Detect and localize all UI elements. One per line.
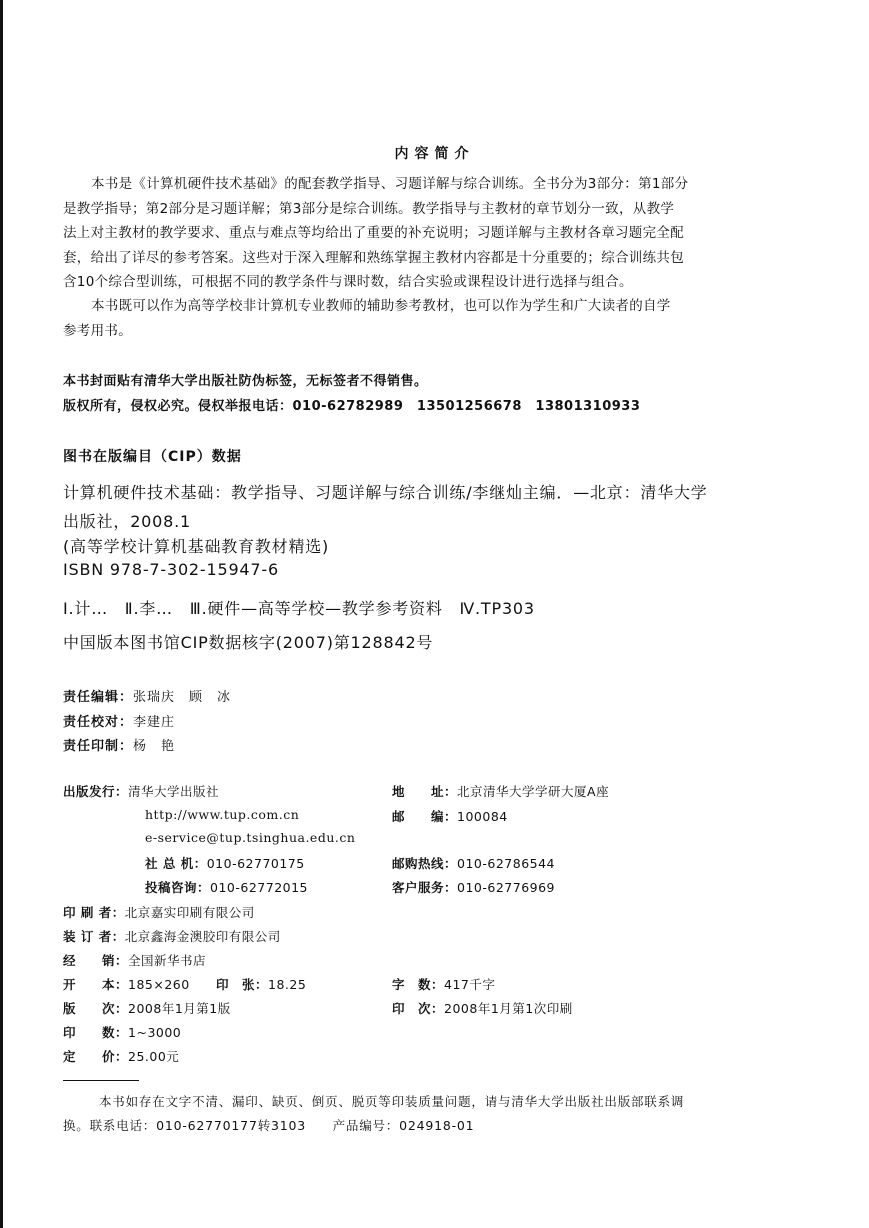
cip-line: 计算机硬件技术基础：教学指导、习题详解与综合训练/李继灿主编．—北京：清华大学 (63, 483, 708, 502)
footer-divider (63, 1080, 139, 1081)
cip-line: 出版社，2008.1 (63, 512, 191, 531)
anticounterfeit-notice: 本书封面贴有清华大学出版社防伪标签，无标签者不得销售。 (63, 374, 428, 389)
sheets-row (216, 975, 306, 993)
customer-service-label: 客户服务： (392, 880, 458, 895)
switchboard-label: 社 总 机： (145, 856, 207, 871)
customer-service-value: 010-62776969 (457, 880, 556, 895)
postcode-value: 100084 (457, 809, 508, 824)
cip-classification: Ⅰ.计… Ⅱ.李… Ⅲ.硬件—高等学校—教学参考资料 Ⅳ.TP303 (63, 599, 535, 618)
responsibility-value: 张瑞庆 顾 冰 (133, 690, 232, 705)
word-count-value: 417千字 (444, 977, 496, 992)
edition-label: 版 次： (63, 1001, 129, 1016)
address-label: 地 址： (392, 784, 458, 799)
responsibility-value: 李建庄 (133, 715, 176, 730)
edition-value: 2008年1月第1版 (128, 1001, 231, 1016)
printer-value: 北京嘉实印刷有限公司 (124, 905, 255, 920)
copyright-notice: 版权所有，侵权必究。侵权举报电话：010-62782989 13501256678 13801310933 (63, 399, 641, 414)
responsibility-label: 责任校对： (63, 715, 134, 730)
intro-line: 参考用书。 (63, 322, 132, 339)
cip-heading: 图书在版编目（CIP）数据 (63, 449, 242, 465)
responsibility-label: 责任印制： (63, 739, 134, 754)
postcode-label: 邮 编： (392, 809, 458, 824)
intro-line: 含10个综合型训练，可根据不同的教学条件与课时数，结合实验或课程设计进行选择与组合。 (63, 274, 633, 290)
format-label: 开 本： (63, 977, 129, 992)
responsibility-label: 责任编辑： (63, 690, 134, 705)
footer-quality-notice: 本书如存在文字不清、漏印、缺页、倒页、脱页等印装质量问题，请与清华大学出版社出版部联系调 (99, 1094, 685, 1109)
page-left-border (0, 0, 3, 1228)
address-row (392, 782, 609, 800)
intro-line: 套，给出了详尽的参考答案。这些对于深入理解和熟练掌握主教材内容都是十分重要的；综合训练共包 (63, 249, 684, 266)
binder-row (63, 927, 281, 945)
responsible-proofreader (63, 711, 175, 730)
cip-isbn: ISBN 978-7-302-15947-6 (63, 560, 279, 579)
printing-label: 印 次： (392, 1001, 445, 1016)
submission-row (145, 878, 308, 896)
intro-paragraph-1 (63, 172, 753, 295)
intro-line: 本书既可以作为高等学校非计算机专业教师的辅助参考教材，也可以作为学生和广大读者的自学 (91, 298, 671, 314)
submission-label: 投稿咨询： (145, 880, 211, 895)
sheets-value: 18.25 (268, 977, 307, 992)
mailorder-label: 邮购热线： (392, 856, 458, 871)
distributor-label: 经 销： (63, 953, 129, 968)
format-row (63, 975, 190, 993)
publisher-url: http://www.tup.com.cn (145, 807, 300, 822)
publisher-email: e-service@tup.tsinghua.edu.cn (145, 830, 356, 845)
switchboard-value: 010-62770175 (206, 856, 305, 871)
sheets-label: 印 张： (216, 977, 269, 992)
intro-line: 是教学指导；第2部分是习题详解；第3部分是综合训练。教学指导与主教材的章节划分一致，从教学 (63, 200, 675, 217)
printer-row (63, 903, 255, 921)
mailorder-row (392, 854, 555, 872)
copies-value: 1~3000 (128, 1025, 182, 1040)
publisher-name: 清华大学出版社 (128, 784, 220, 799)
submission-value: 010-62772015 (210, 880, 309, 895)
publisher-row (63, 782, 219, 800)
publisher-label: 出版发行： (63, 784, 129, 799)
binder-value: 北京鑫海金澳胶印有限公司 (124, 929, 281, 944)
intro-line: 法上对主教材的教学要求、重点与难点等均给出了重要的补充说明；习题详解与主教材各章习题完全配 (63, 225, 684, 241)
responsible-printing (63, 735, 175, 754)
printer-label: 印 刷 者： (63, 905, 125, 920)
price-value: 25.00元 (128, 1049, 180, 1064)
binder-label: 装 订 者： (63, 929, 125, 944)
intro-line: 本书是《计算机硬件技术基础》的配套教学指导、习题详解与综合训练。全书分为3部分：第1部分 (91, 176, 689, 192)
price-row (63, 1047, 179, 1065)
cip-verification: 中国版本图书馆CIP数据核字(2007)第128842号 (63, 633, 434, 652)
printing-row (392, 999, 573, 1017)
responsibility-value: 杨 艳 (133, 739, 176, 754)
printing-value: 2008年1月第1次印刷 (444, 1001, 573, 1016)
word-count-row (392, 975, 495, 993)
cip-line: (高等学校计算机基础教育教材精选) (63, 537, 330, 556)
address-value: 北京清华大学学研大厦A座 (457, 784, 610, 799)
price-label: 定 价： (63, 1049, 129, 1064)
customer-service-row (392, 878, 555, 896)
format-value: 185×260 (128, 977, 190, 992)
responsible-editor (63, 686, 231, 705)
copies-row (63, 1023, 181, 1041)
footer-contact: 换。联系电话：010-62770177转3103 产品编号：024918-01 (63, 1118, 475, 1133)
switchboard-row (145, 854, 305, 872)
postcode-row (392, 807, 508, 825)
intro-paragraph-2 (63, 294, 753, 343)
copies-label: 印 数： (63, 1025, 129, 1040)
edition-row (63, 999, 231, 1017)
word-count-label: 字 数： (392, 977, 445, 992)
distributor-row (63, 951, 206, 969)
intro-title: 内容简介 (394, 146, 475, 162)
mailorder-value: 010-62786544 (457, 856, 556, 871)
distributor-value: 全国新华书店 (128, 953, 207, 968)
